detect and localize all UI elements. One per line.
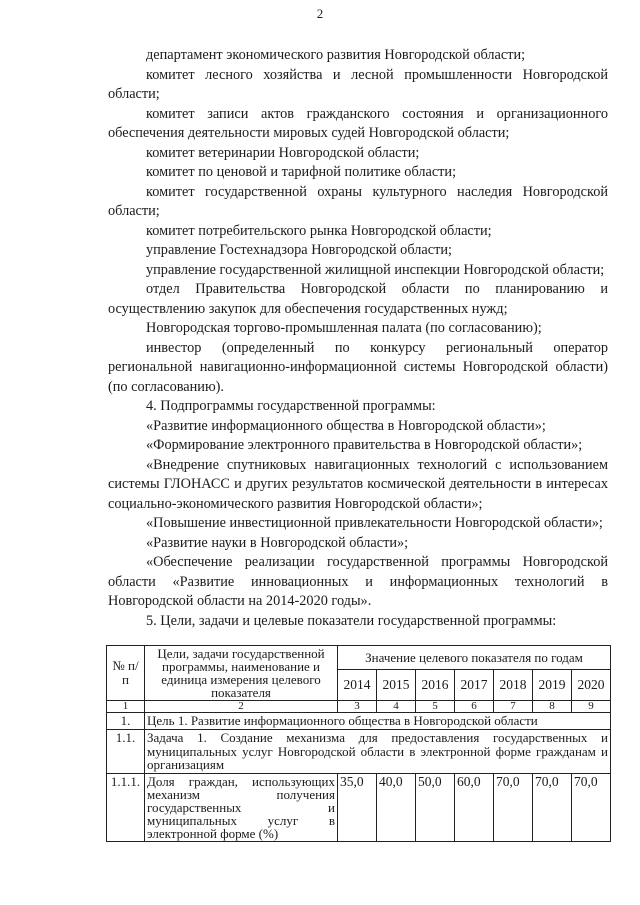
paragraph: «Внедрение спутниковых навигационных технологий с использованием системы ГЛОНАСС и других результатов космической деятельности в интересах социально-экономического развития Новгородской области»; (108, 456, 608, 512)
paragraph: управление Гостехнадзора Новгородской области; (146, 242, 452, 258)
goal-row (107, 713, 611, 730)
year-cell: 2015 (377, 670, 416, 701)
paragraph: комитет записи актов гражданского состояния и организационного обеспечения деятельности мировых судей Новгородской области; (108, 105, 608, 141)
goal-text: Цель 1. Развитие информационного общества в Новгородской области (145, 713, 611, 730)
year-cell: 2016 (416, 670, 455, 701)
paragraph: «Развитие информационного общества в Новгородской области»; (146, 417, 546, 434)
targets-table (106, 645, 611, 842)
indicator-value: 35,0 (338, 773, 377, 841)
paragraph: «Повышение инвестиционной привлекательности Новгородской области»; (146, 515, 603, 531)
year-cell: 2017 (455, 670, 494, 701)
indicator-value: 70,0 (572, 773, 611, 841)
indicator-value: 60,0 (455, 773, 494, 841)
task-number: 1.1. (107, 730, 145, 774)
indicator-value: 40,0 (377, 773, 416, 841)
indicator-value: 70,0 (494, 773, 533, 841)
indicator-row (107, 773, 611, 841)
paragraph: отдел Правительства Новгородской области по планированию и осуществлению закупок для обеспечения государственных нужд; (108, 281, 608, 317)
paragraph: комитет потребительского рынка Новгородской области; (146, 222, 492, 239)
paragraph: инвестор (определенный по конкурсу региональный оператор региональной навигационно-информационной системы Новгородской области) (по согласованию). (108, 339, 608, 395)
paragraph: «Формирование электронного правительства в Новгородской области»; (146, 437, 583, 453)
task-text: Задача 1. Создание механизма для предоставления государственных и муниципальных услуг Новгородской области в электронной форме гражданам и организациям (145, 730, 611, 774)
column-number: 8 (533, 701, 572, 713)
paragraph: комитет лесного хозяйства и лесной промышленности Новгородской области; (108, 66, 608, 102)
paragraph: «Развитие науки в Новгородской области»; (146, 534, 409, 551)
paragraph: «Обеспечение реализации государственной программы Новгородской области «Развитие инновационных и информационных технологий в Новгородской области на 2014-2020 годы». (108, 554, 608, 609)
column-number: 5 (416, 701, 455, 713)
page-number: 2 (316, 6, 324, 21)
column-number: 6 (455, 701, 494, 713)
indicator-number: 1.1.1. (107, 773, 145, 841)
document-body (108, 46, 608, 631)
column-number-row (107, 701, 611, 713)
indicator-value: 70,0 (533, 773, 572, 841)
indicator-text: Доля граждан, использующих механизм получения государственных и муниципальных услуг в электронной форме (%) (145, 773, 338, 841)
column-number: 3 (338, 701, 377, 713)
column-number: 2 (145, 701, 338, 713)
year-cell: 2014 (338, 670, 377, 701)
paragraph: Новгородская торгово-промышленная палата (по согласованию); (146, 320, 542, 336)
section-heading: 4. Подпрограммы государственной программы: (146, 398, 436, 414)
column-number: 4 (377, 701, 416, 713)
year-cell: 2020 (572, 670, 611, 701)
indicator-value: 50,0 (416, 773, 455, 841)
paragraph: комитет по ценовой и тарифной политике области; (146, 164, 457, 180)
year-cell: 2019 (533, 670, 572, 701)
year-cell: 2018 (494, 670, 533, 701)
paragraph: департамент экономического развития Новгородской области; (146, 47, 526, 63)
paragraph: комитет ветеринарии Новгородской области; (146, 144, 420, 161)
column-number: 7 (494, 701, 533, 713)
section-heading: 5. Цели, задачи и целевые показатели государственной программы: (146, 612, 557, 629)
column-number: 1 (107, 701, 145, 713)
table-header-row (107, 646, 611, 670)
header-num: № п/п (107, 646, 145, 701)
header-values: Значение целевого показателя по годам (338, 646, 611, 670)
paragraph: комитет государственной охраны культурного наследия Новгородской области; (108, 183, 608, 219)
paragraph: управление государственной жилищной инспекции Новгородской области; (146, 261, 605, 278)
column-number: 9 (572, 701, 611, 713)
task-row (107, 730, 611, 774)
goal-number: 1. (107, 713, 145, 730)
header-name: Цели, задачи государственной программы, наименование и единица измерения целевого показателя (145, 646, 338, 701)
